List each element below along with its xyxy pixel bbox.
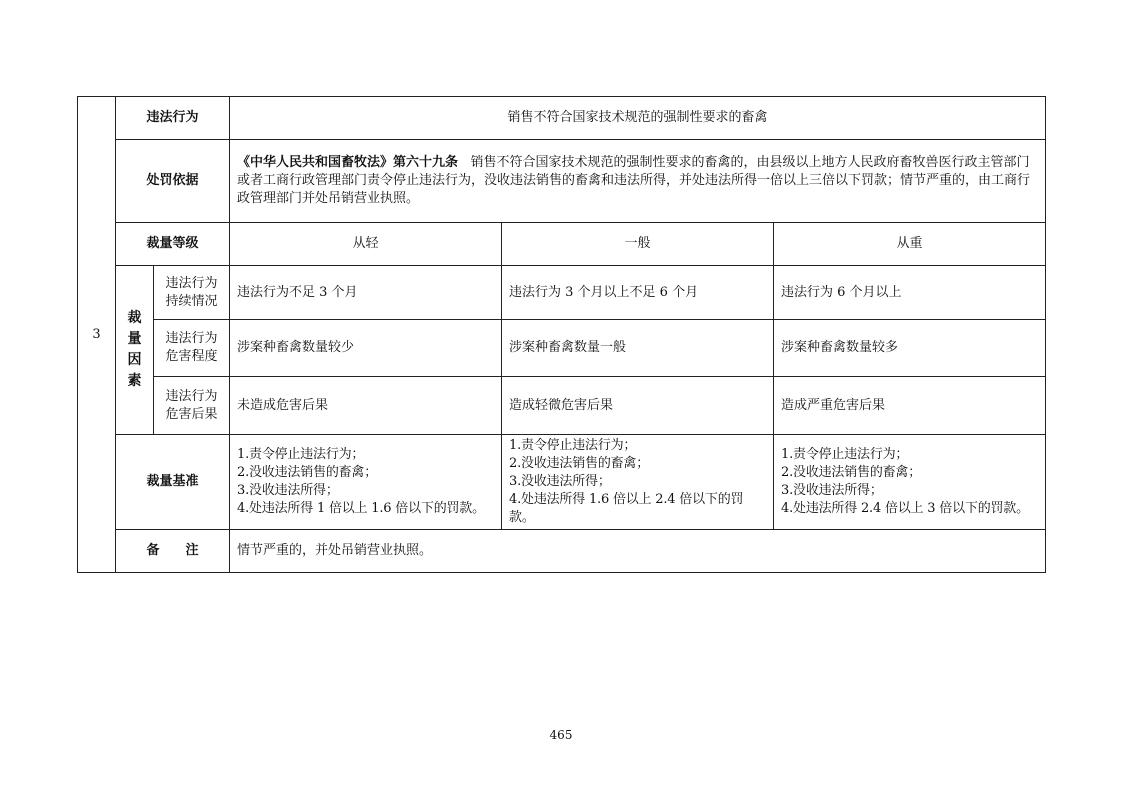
page-number: 465 [549, 728, 573, 742]
row-number: 3 [92, 326, 101, 342]
remarks-label: 备 注 [116, 530, 230, 573]
standards-label: 裁量基准 [116, 435, 230, 530]
factors-label [116, 266, 154, 435]
factor-name-duration [154, 266, 230, 320]
standard-item: 1.责令停止违法行为； [509, 438, 637, 453]
standard-item: 4.处违法所得 2.4 倍以上 3 倍以下的罚款。 [781, 501, 1029, 516]
factor-name-line: 违法行为 [165, 331, 218, 346]
factor-value: 造成严重危害后果 [774, 377, 1046, 435]
discretion-standard-table [77, 96, 1046, 573]
factor-value: 违法行为不足 3 个月 [230, 266, 502, 320]
violation-label: 违法行为 [116, 97, 230, 140]
standard-item: 3.没收违法所得； [237, 483, 339, 498]
standard-item: 4.处违法所得 1.6 倍以上 2.4 倍以下的罚款。 [509, 492, 744, 525]
factor-name-line: 违法行为 [165, 388, 218, 404]
standard-heavy [774, 435, 1046, 530]
standard-item: 3.没收违法所得； [509, 474, 611, 489]
factor-name-line: 危害后果 [165, 406, 218, 422]
row-number-cell [78, 97, 116, 573]
factor-name-line: 违法行为 [165, 275, 218, 291]
remarks-value: 情节严重的，并处吊销营业执照。 [230, 530, 1046, 573]
level-normal: 一般 [502, 223, 774, 266]
factors-label-char: 量 [127, 331, 142, 347]
basis-text: 销售不符合国家技术规范的强制性要求的畜禽的，由县级以上地方人民政府畜牧兽医行政主管部门或者工商行政管理部门责令停止违法行为，没收违法销售的畜禽和违法所得，并处违法所得一倍以上三倍以下罚款；情节严重的，由工商行政管理部门并处吊销营业执照。 [237, 155, 1031, 206]
standard-item: 3.没收违法所得； [781, 483, 883, 498]
level-heavy: 从重 [774, 223, 1046, 266]
factor-value: 涉案种畜禽数量一般 [502, 320, 774, 377]
factors-label-char: 裁 [127, 310, 142, 326]
basis-cell [230, 140, 1046, 223]
standard-item: 1.责令停止违法行为； [781, 447, 909, 462]
factor-name-harm-result [154, 377, 230, 435]
factor-value: 违法行为 3 个月以上不足 6 个月 [502, 266, 774, 320]
level-light: 从轻 [230, 223, 502, 266]
factor-value: 涉案种畜禽数量较多 [774, 320, 1046, 377]
factor-value: 违法行为 6 个月以上 [774, 266, 1046, 320]
standard-item: 1.责令停止违法行为； [237, 447, 365, 462]
factors-label-char: 素 [127, 373, 142, 389]
levels-label: 裁量等级 [116, 223, 230, 266]
factor-name-line: 持续情况 [165, 293, 218, 309]
standard-normal [502, 435, 774, 530]
standard-item: 2.没收违法销售的畜禽； [509, 456, 650, 471]
basis-law-title: 《中华人民共和国畜牧法》第六十九条 [237, 155, 459, 170]
factor-name-line: 危害程度 [165, 349, 218, 364]
standard-item: 2.没收违法销售的畜禽； [237, 465, 378, 480]
standard-item: 2.没收违法销售的畜禽； [781, 465, 922, 480]
basis-label: 处罚依据 [116, 140, 230, 223]
factor-value: 造成轻微危害后果 [502, 377, 774, 435]
factor-name-harm-degree [154, 320, 230, 377]
factors-label-char: 因 [127, 352, 142, 368]
violation-value: 销售不符合国家技术规范的强制性要求的畜禽 [230, 97, 1046, 140]
standard-light [230, 435, 502, 530]
factor-value: 涉案种畜禽数量较少 [230, 320, 502, 377]
standard-item: 4.处违法所得 1 倍以上 1.6 倍以下的罚款。 [237, 501, 485, 516]
factor-value: 未造成危害后果 [230, 377, 502, 435]
